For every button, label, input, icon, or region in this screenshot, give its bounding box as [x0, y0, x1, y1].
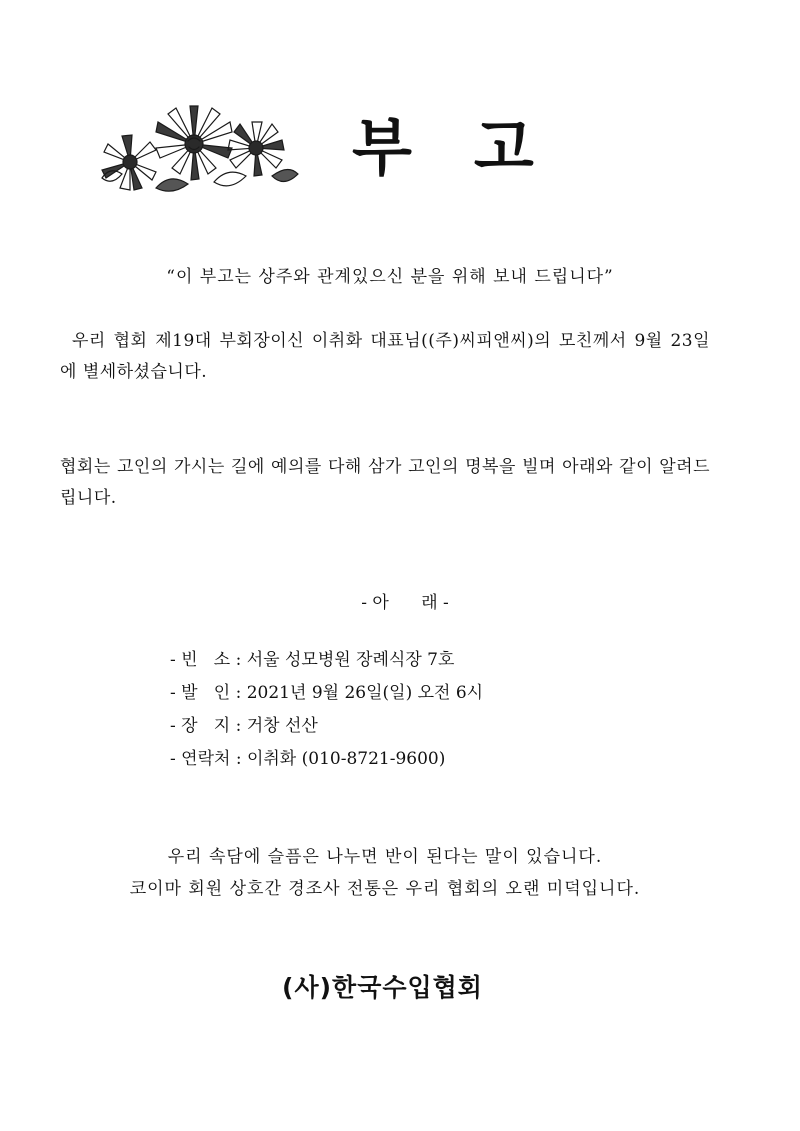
detail-contact: - 연락처 : 이취화 (010-8721-9600) [170, 749, 446, 769]
closing-line-2: 코이마 회원 상호간 경조사 전통은 우리 협회의 오랜 미덕입니다. [129, 879, 641, 899]
subtitle: “이 부고는 상주와 관계있으신 분을 위해 보내 드립니다” [166, 267, 614, 287]
funeral-details-list [170, 648, 483, 780]
announcement-paragraph: 우리 협회 제19대 부회장이신 이취화 대표님((주)씨피앤씨)의 모친께서 9월 23일에 별세하셨습니다. [60, 331, 710, 382]
notice-heading: - 아 래 - [361, 593, 449, 613]
detail-burial-place: - 장 지 : 거창 선산 [170, 716, 318, 736]
chrysanthemum-illustration [96, 92, 301, 200]
detail-procession: - 발 인 : 2021년 9월 26일(일) 오전 6시 [170, 683, 484, 703]
organization-name: (사)한국수입협회 [282, 973, 483, 1002]
chrysanthemum-center [156, 106, 232, 180]
page-title: 부고 [352, 111, 596, 184]
chrysanthemum-right [228, 122, 284, 176]
condolence-paragraph: 협회는 고인의 가시는 길에 예의를 다해 삼가 고인의 명복을 빌며 아래와 같이 알려드립니다. [60, 457, 710, 508]
detail-funeral-hall: - 빈 소 : 서울 성모병원 장례식장 7호 [170, 650, 455, 670]
closing-line-1: 우리 속담에 슬픔은 나누면 반이 된다는 말이 있습니다. [167, 847, 603, 867]
